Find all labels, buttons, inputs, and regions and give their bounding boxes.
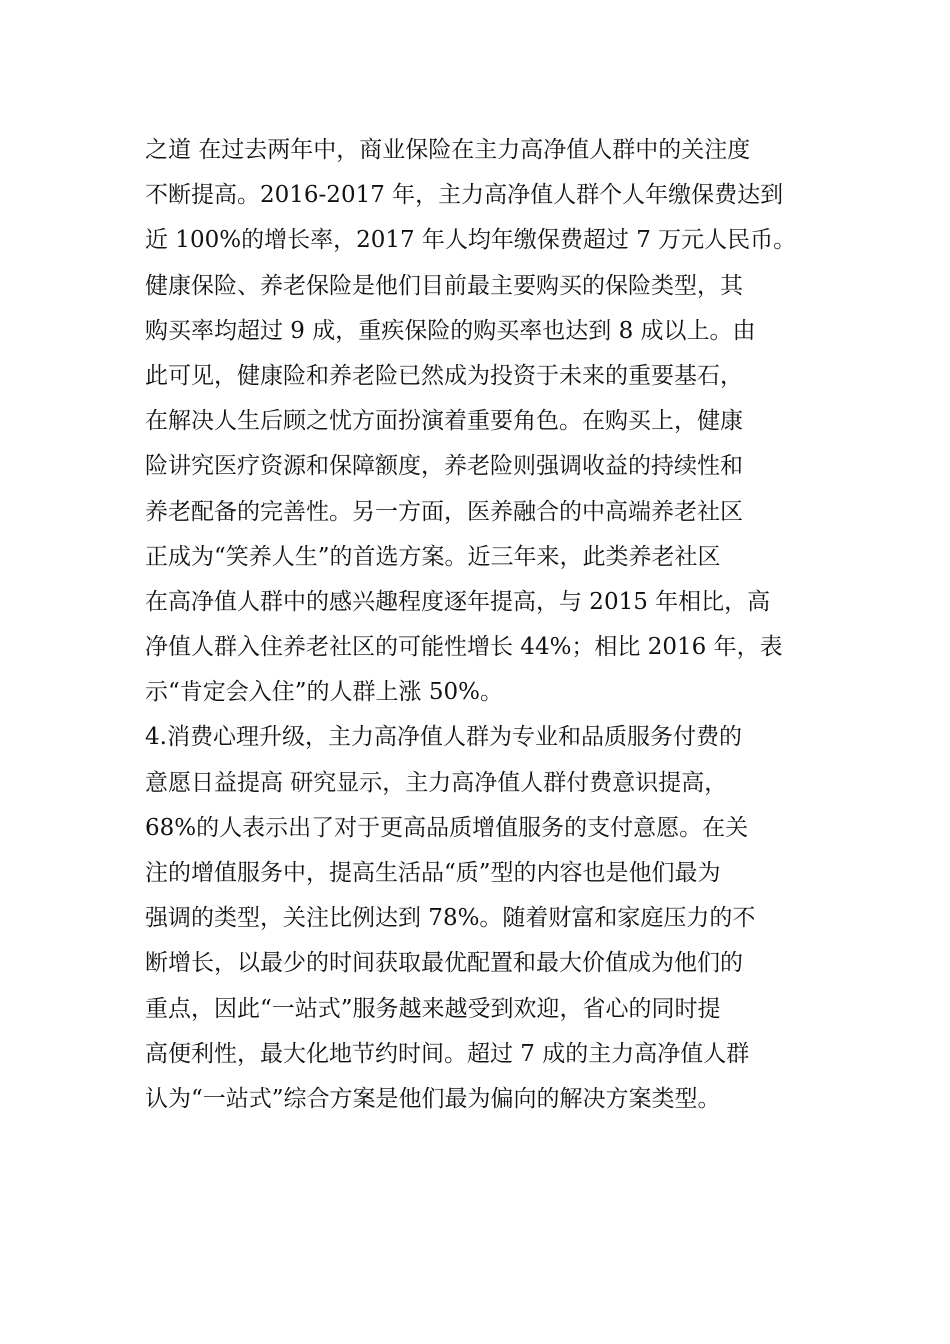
text-line: 认为“一站式”综合方案是他们最为偏向的解决方案类型。	[145, 1085, 721, 1112]
text-line: 不断提高。2016-2017 年，主力高净值人群个人年缴保费达到	[145, 182, 784, 209]
text-line: 68%的人表示出了对于更高品质增值服务的支付意愿。在关	[145, 814, 749, 841]
text-line: 险讲究医疗资源和保障额度，养老险则强调收益的持续性和	[145, 453, 743, 480]
document-page	[145, 128, 810, 1122]
text-line: 正成为“笑养人生”的首选方案。近三年来，此类养老社区	[145, 543, 721, 570]
text-line: 高便利性，最大化地节约时间。超过 7 成的主力高净值人群	[145, 1040, 750, 1067]
section-heading-line: 4.消费心理升级，主力高净值人群为专业和品质服务付费的	[145, 724, 742, 751]
text-line: 养老配备的完善性。另一方面，医养融合的中高端养老社区	[145, 498, 743, 525]
text-line: 在高净值人群中的感兴趣程度逐年提高，与 2015 年相比，高	[145, 588, 771, 615]
text-line: 强调的类型，关注比例达到 78%。随着财富和家庭压力的不	[145, 905, 756, 932]
text-line: 之道 在过去两年中，商业保险在主力高净值人群中的关注度	[145, 137, 751, 163]
text-line: 购买率均超过 9 成，重疾保险的购买率也达到 8 成以上。由	[145, 317, 756, 344]
text-line: 注的增值服务中，提高生活品“质”型的内容也是他们最为	[145, 860, 721, 886]
text-line: 意愿日益提高 研究显示，主力高净值人群付费意识提高，	[145, 769, 728, 796]
text-line: 重点，因此“一站式”服务越来越受到欢迎，省心的同时提	[145, 995, 721, 1022]
text-line: 示“肯定会入住”的人群上涨 50%。	[145, 679, 503, 706]
text-line: 净值人群入住养老社区的可能性增长 44%；相比 2016 年，表	[145, 634, 783, 661]
text-line: 近 100%的增长率，2017 年人均年缴保费超过 7 万元人民币。	[145, 227, 797, 254]
text-line: 健康保险、养老保险是他们目前最主要购买的保险类型，其	[145, 272, 743, 299]
text-line: 断增长，以最少的时间获取最优配置和最大价值成为他们的	[145, 950, 743, 977]
text-line: 此可见，健康险和养老险已然成为投资于未来的重要基石，	[145, 362, 743, 389]
text-line: 在解决人生后顾之忧方面扮演着重要角色。在购买上，健康	[145, 408, 743, 435]
